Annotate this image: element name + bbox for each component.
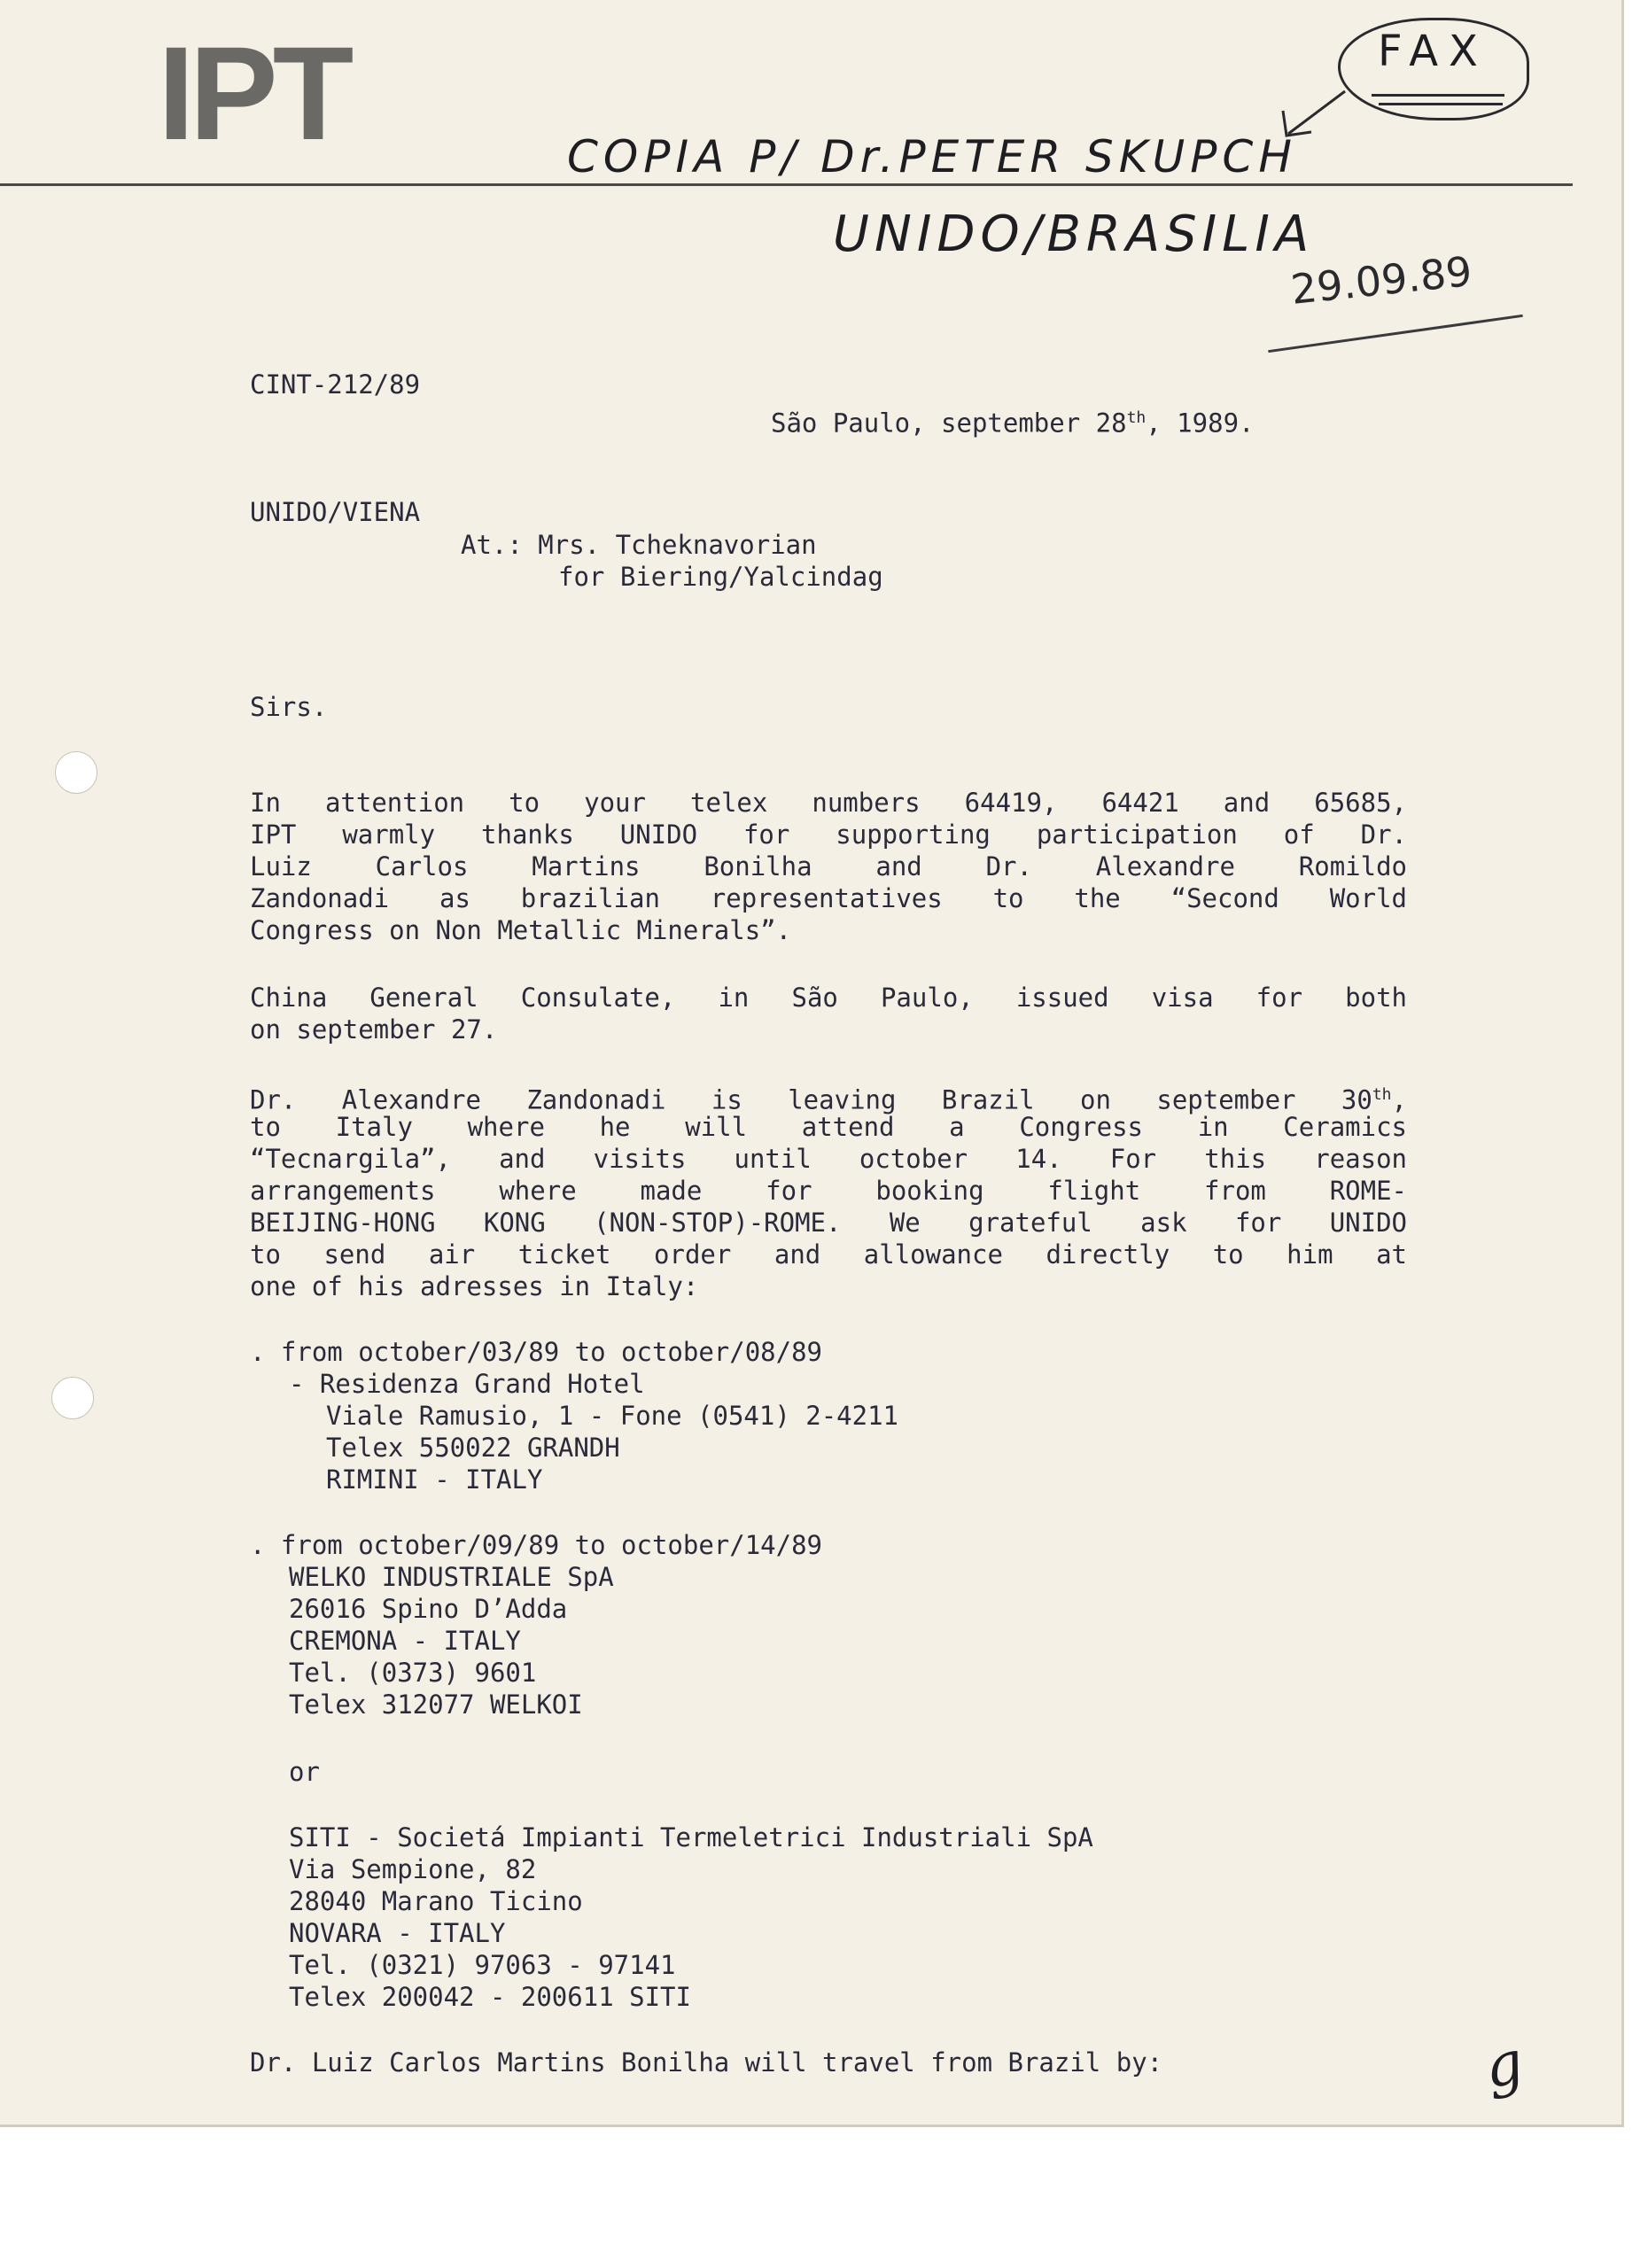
paragraph-line (250, 1079, 1407, 1115)
handwritten-date-underline (1268, 315, 1523, 353)
travel-comma: , (1391, 1084, 1407, 1115)
paragraph-line: on september 27. (250, 1014, 498, 1045)
address2-line: Tel. (0373) 9601 (289, 1658, 537, 1688)
travel-first-line: Dr. Alexandre Zandonadi is leaving Brazil on september 30 (250, 1084, 1372, 1115)
paragraph-line: Luiz Carlos Martins Bonilha and Dr. Alexandre Romildo (250, 851, 1407, 882)
address1-line: - Residenza Grand Hotel (289, 1369, 645, 1399)
punch-hole (51, 1377, 94, 1419)
paragraph-line: Zandonadi as brazilian representatives to the “Second World (250, 883, 1407, 913)
paragraph-line: IPT warmly thanks UNIDO for supporting participation of Dr. (250, 819, 1407, 850)
addressee-for: for Biering/Yalcindag (558, 562, 883, 592)
ipt-logo: IPT (158, 19, 349, 167)
paragraph-line: China General Consulate, in São Paulo, issued visa for both (250, 983, 1407, 1013)
paragraph-visa (250, 982, 1407, 1045)
address3-line: NOVARA - ITALY (289, 1918, 506, 1948)
letterhead-rule (0, 183, 1573, 186)
fax-underline-2 (1379, 103, 1503, 105)
address3-line: Via Sempione, 82 (289, 1854, 537, 1884)
closing-line: Dr. Luiz Carlos Martins Bonilha will travel from Brazil by: (250, 2047, 1163, 2078)
addressee-org: UNIDO/VIENA (250, 497, 421, 527)
address3-line: Telex 200042 - 200611 SITI (289, 1982, 691, 2012)
salutation: Sirs. (250, 692, 328, 722)
handwritten-initials: g (1478, 2027, 1529, 2102)
address1-line: Viale Ramusio, 1 - Fone (0541) 2-4211 (326, 1401, 899, 1431)
handwritten-copy-note: COPIA P/ Dr.PETER SKUPCH (567, 131, 1297, 183)
address2-line: Telex 312077 WELKOI (289, 1689, 583, 1720)
address1-line: Telex 550022 GRANDH (326, 1433, 620, 1463)
handwritten-fax: FAX (1378, 27, 1489, 76)
date-ordinal: th (1126, 408, 1147, 427)
travel-ordinal: th (1372, 1085, 1392, 1104)
paragraph-line: In attention to your telex numbers 64419, 64421 and 65685, (250, 788, 1407, 818)
paragraph-line: to Italy where he will attend a Congress in Ceramics (250, 1112, 1407, 1142)
punch-hole (55, 751, 97, 794)
address3-line: SITI - Societá Impianti Termeletrici Industriali SpA (289, 1822, 1093, 1852)
paragraph-line: arrangements where made for booking flight from ROME- (250, 1176, 1407, 1206)
address2-line: 26016 Spino D’Adda (289, 1594, 568, 1624)
paragraph-line: one of his adresses in Italy: (250, 1271, 699, 1301)
handwritten-unido-brasilia: UNIDO/BRASILIA (833, 206, 1315, 263)
date-year: , 1989. (1146, 408, 1255, 439)
address3-line: 28040 Marano Ticino (289, 1886, 583, 1916)
address3-line: Tel. (0321) 97063 - 97141 (289, 1950, 676, 1980)
address1-line: RIMINI - ITALY (326, 1464, 543, 1495)
place-date (771, 402, 1254, 439)
place-date-text: São Paulo, september 28 (771, 408, 1127, 439)
address2-line: CREMONA - ITALY (289, 1626, 521, 1656)
fax-underline (1372, 94, 1504, 97)
reference-number: CINT-212/89 (250, 369, 421, 400)
paragraph-travel (250, 1079, 1407, 1302)
paragraph-line: “Tecnargila”, and visits until october 14. For this reason (250, 1144, 1407, 1174)
paragraph-line: to send air ticket order and allowance directly to him at (250, 1239, 1407, 1270)
paragraph-telex (250, 787, 1407, 946)
or-separator: or (289, 1757, 320, 1787)
handwritten-date: 29.09.89 (1288, 246, 1474, 314)
address2-line: WELKO INDUSTRIALE SpA (289, 1562, 614, 1592)
addressee-attention: At.: Mrs. Tcheknavorian (461, 530, 817, 560)
paragraph-line: Congress on Non Metallic Minerals”. (250, 915, 792, 945)
address1-period: . from october/03/89 to october/08/89 (250, 1337, 823, 1367)
address2-period: . from october/09/89 to october/14/89 (250, 1530, 823, 1560)
paragraph-line: BEIJING-HONG KONG (NON-STOP)-ROME. We grateful ask for UNIDO (250, 1208, 1407, 1238)
